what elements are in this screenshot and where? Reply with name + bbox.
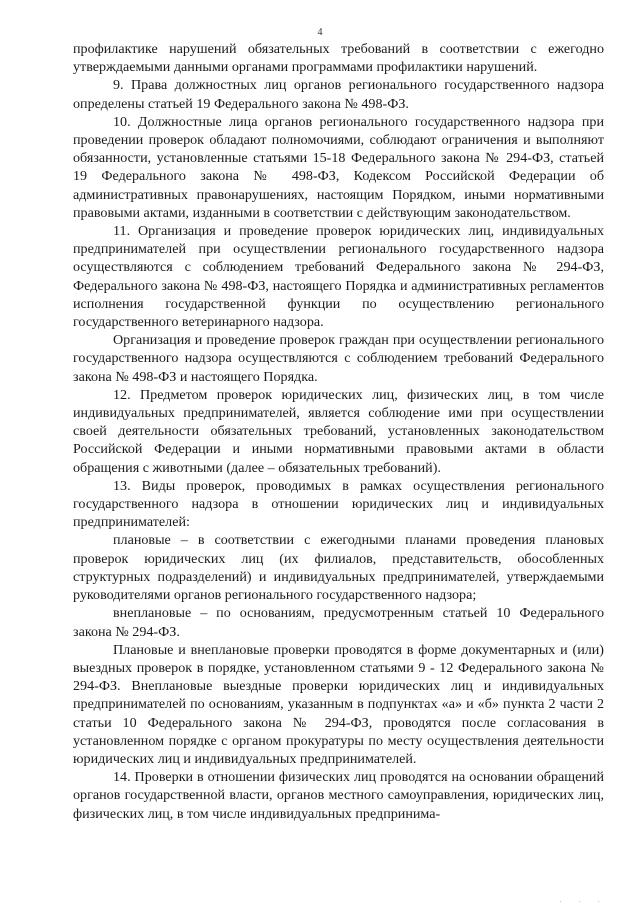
- page-number: 4: [317, 27, 323, 38]
- paragraph-13-forms: Плановые и внеплановые проверки проводятся в форме документарных и (или) выездных проверок в порядке, установленном статьями 9 - 12 Федерального закона № 294-ФЗ. Внеплановые выездные проверки юридических лиц и индивидуальных предпринимателей по основаниям, указанным в подпунктах «а» и «б» пункта 2 части 2 статьи 10 Федерального закона № 294-ФЗ, проводятся после согласования в установленном порядке с органом прокуратуры по месту осуществления деятельности юридических лиц и индивидуальных предпринимателей.: [73, 641, 604, 767]
- paragraph-13: 13. Виды проверок, проводимых в рамках осуществления регионального государственного надзора в отношении юридических лиц и индивидуальных предпринимателей:: [73, 477, 604, 531]
- paragraph-13-planned: плановые – в соответствии с ежегодными планами проведения плановых проверок юридических лиц (их филиалов, представительств, обособленных структурных подразделений) и индивидуальных предпринимателей, утверждаемыми руководителями органов регионального государственного надзора;: [73, 532, 604, 604]
- paragraph-13-unplanned: внеплановые – по основаниям, предусмотренным статьей 10 Федерального закона № 294-ФЗ.: [73, 605, 604, 640]
- paragraph-11: 11. Организация и проведение проверок юридических лиц, индивидуальных предпринимателей при осуществлении регионального государственного надзора осуществляются с соблюдением требований Федерального закона № 294-ФЗ, Федерального закона № 498-ФЗ, настоящего Порядка и административных регламентов исполнения государственной функции по осуществлению регионального государственного ветеринарного надзора.: [73, 223, 604, 331]
- document-body: [73, 40, 604, 823]
- paragraph-continuation: профилактике нарушений обязательных требований в соответствии с ежегодно утверждаемыми данными органами программами профилактики нарушений.: [73, 41, 604, 76]
- paragraph-11-citizens: Организация и проведение проверок граждан при осуществлении регионального государственного надзора осуществляются с соблюдением требований Федерального закона № 498-ФЗ и настоящего Порядка.: [73, 332, 604, 385]
- paragraph-14: 14. Проверки в отношении физических лиц проводятся на основании обращений органов государственной власти, органов местного самоуправления, юридических лиц, физических лиц, в том числе индивидуальных предпринима-: [73, 769, 604, 822]
- paragraph-9: 9. Права должностных лиц органов регионального государственного надзора определены статьей 19 Федерального закона № 498-ФЗ.: [73, 77, 604, 112]
- scan-specks: . . .: [560, 898, 608, 904]
- paragraph-10: 10. Должностные лица органов регионального государственного надзора при проведении проверок обладают полномочиями, соблюдают ограничения и выполняют обязанности, установленные статьями 15-18 Федерального закона № 294-ФЗ, статьей 19 Федерального закона № 498-ФЗ, Кодексом Российской Федерации об административных правонарушениях, настоящим Порядком, иными нормативными правовыми актами, изданными в соответствии с действующим законодательством.: [73, 113, 604, 221]
- paragraph-12: 12. Предметом проверок юридических лиц, физических лиц, в том числе индивидуальных предпринимателей, является соблюдение ими при осуществлении своей деятельности обязательных требований, установленных законодательством Российской Федерации и иными нормативными правовыми актами в области обращения с животными (далее – обязательных требований).: [73, 386, 604, 476]
